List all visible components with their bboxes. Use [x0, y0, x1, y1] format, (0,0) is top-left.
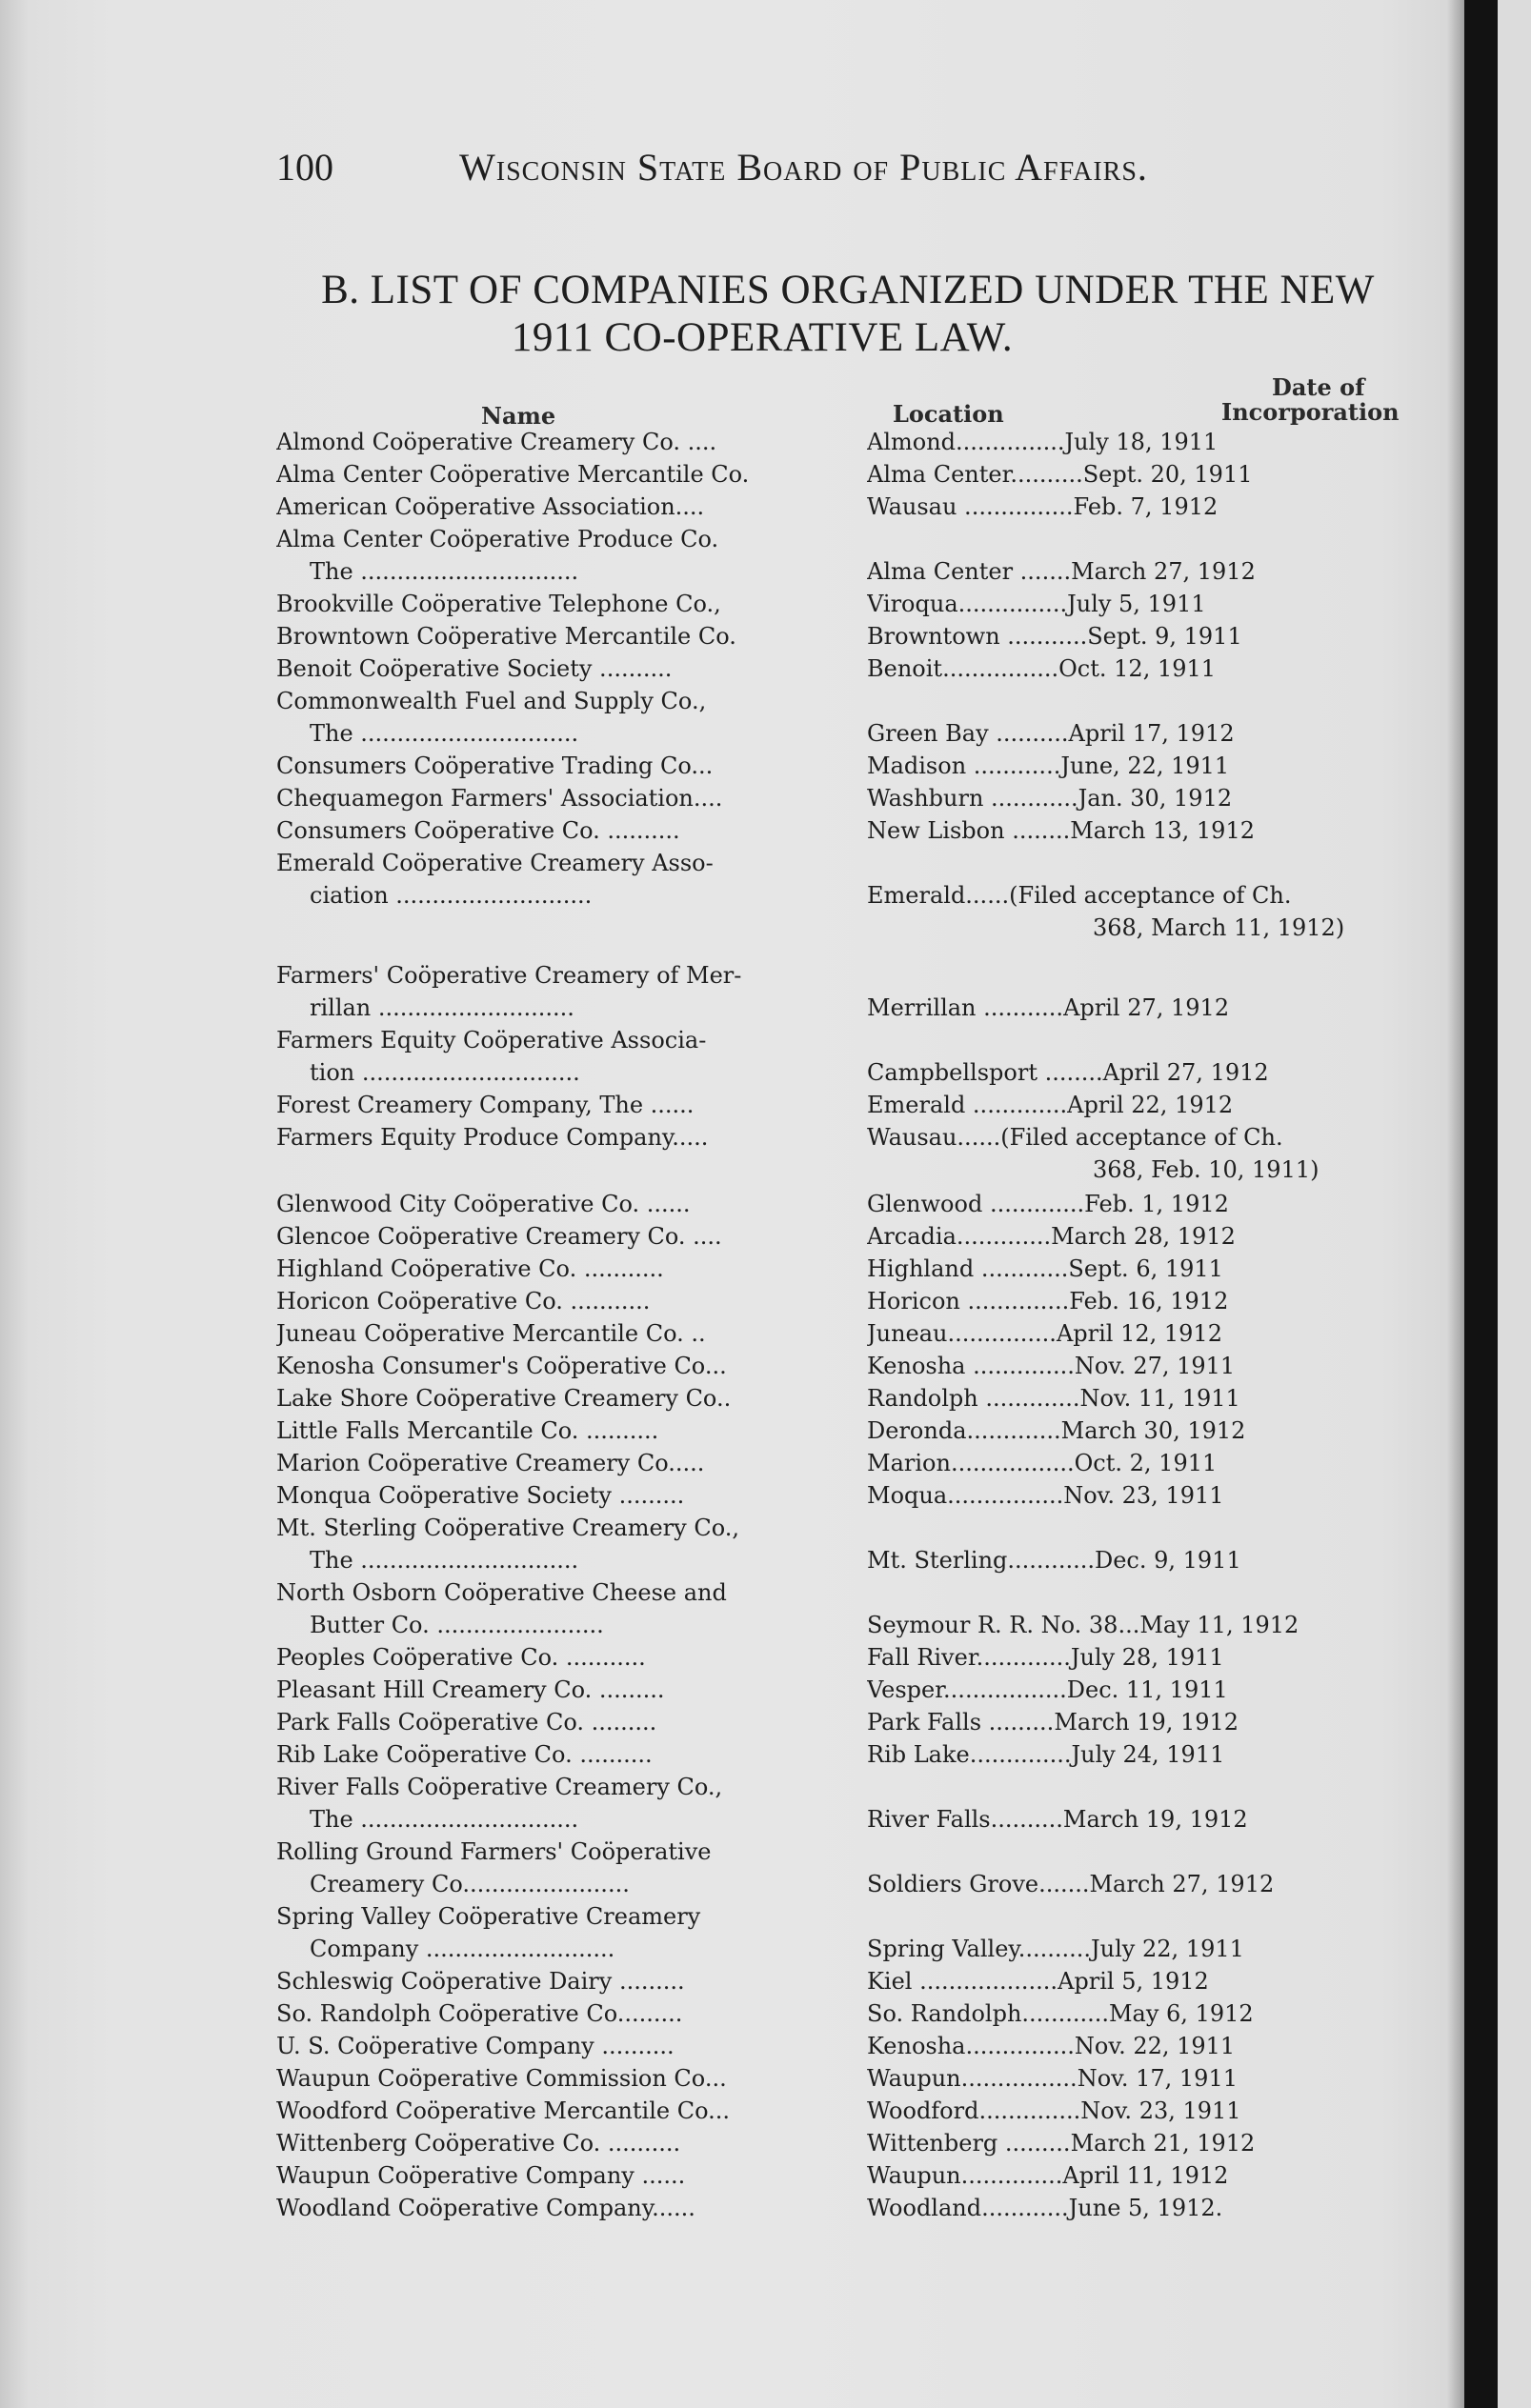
list-row: [0, 1320, 1498, 1353]
location-and-date: Emerald .............April 22, 1912: [867, 1092, 1234, 1118]
location-and-date: Highland ............Sept. 6, 1911: [867, 1255, 1223, 1282]
company-name: Peoples Coöperative Co. ...........: [276, 1644, 646, 1671]
list-row: [0, 1156, 1498, 1189]
column-header-date-line1: Date of: [1272, 373, 1365, 401]
list-row: [0, 2195, 1498, 2227]
company-name: Forest Creamery Company, The ......: [276, 1092, 695, 1118]
list-row: [0, 850, 1498, 882]
list-row: [0, 1709, 1498, 1741]
company-name: The ..............................: [310, 558, 579, 585]
location-and-date: Waupun................Nov. 17, 1911: [867, 2065, 1238, 2092]
location-and-date: Wittenberg .........March 21, 1912: [867, 2130, 1256, 2157]
company-name: Wittenberg Coöperative Co. ..........: [276, 2130, 681, 2157]
location-and-date: Soldiers Grove.......March 27, 1912: [867, 1871, 1275, 1897]
section-title-line2: 1911 CO-OPERATIVE LAW.: [511, 315, 1014, 360]
list-row: [0, 1223, 1498, 1255]
location-and-date: Deronda.............March 30, 1912: [867, 1417, 1246, 1444]
company-name: Juneau Coöperative Mercantile Co. ..: [276, 1320, 706, 1347]
column-header-name: Name: [481, 402, 556, 430]
list-row: [0, 429, 1498, 461]
location-and-date: Rib Lake..............July 24, 1911: [867, 1741, 1225, 1768]
list-row: [0, 558, 1498, 591]
location-and-date: New Lisbon ........March 13, 1912: [867, 817, 1255, 844]
list-row: [0, 1644, 1498, 1676]
location-and-date: Alma Center..........Sept. 20, 1911: [867, 461, 1253, 488]
company-name: Company ..........................: [310, 1936, 615, 1962]
company-name: Park Falls Coöperative Co. .........: [276, 1709, 657, 1736]
company-name: Woodland Coöperative Company......: [276, 2195, 695, 2221]
company-name: Rolling Ground Farmers' Coöperative: [276, 1838, 712, 1865]
location-and-date: Arcadia.............March 28, 1912: [867, 1223, 1236, 1250]
location-and-date: 368, March 11, 1912): [1093, 914, 1345, 941]
location-and-date: Marion.................Oct. 2, 1911: [867, 1450, 1218, 1476]
location-and-date: Mt. Sterling............Dec. 9, 1911: [867, 1547, 1241, 1574]
list-row: [0, 1612, 1498, 1644]
list-row: [0, 1579, 1498, 1612]
list-row: [0, 1741, 1498, 1774]
location-and-date: Benoit................Oct. 12, 1911: [867, 655, 1217, 682]
list-row: [0, 1547, 1498, 1579]
location-and-date: Kenosha ..............Nov. 27, 1911: [867, 1353, 1236, 1379]
column-header-date-line2: Incorporation: [1221, 398, 1400, 426]
company-name: Consumers Coöperative Trading Co...: [276, 752, 714, 779]
location-and-date: 368, Feb. 10, 1911): [1093, 1156, 1319, 1183]
company-name: Mt. Sterling Coöperative Creamery Co.,: [276, 1515, 739, 1541]
company-name: Alma Center Coöperative Mercantile Co.: [276, 461, 750, 488]
company-name: The ..............................: [310, 1547, 579, 1574]
list-row: [0, 526, 1498, 558]
list-row: [0, 1676, 1498, 1709]
list-row: [0, 752, 1498, 785]
location-and-date: Glenwood .............Feb. 1, 1912: [867, 1191, 1229, 1217]
location-and-date: Moqua................Nov. 23, 1911: [867, 1482, 1224, 1509]
location-and-date: Browntown ...........Sept. 9, 1911: [867, 623, 1242, 650]
list-row: [0, 1968, 1498, 2000]
company-name: ciation ...........................: [310, 882, 593, 909]
company-name: rillan ...........................: [310, 994, 574, 1021]
company-name: Kenosha Consumer's Coöperative Co...: [276, 1353, 727, 1379]
list-row: [0, 1871, 1498, 1903]
location-and-date: Kenosha...............Nov. 22, 1911: [867, 2033, 1236, 2059]
company-name: River Falls Coöperative Creamery Co.,: [276, 1774, 723, 1800]
location-and-date: Woodland............June 5, 1912.: [867, 2195, 1223, 2221]
list-row: [0, 1027, 1498, 1059]
list-row: [0, 962, 1498, 994]
company-name: Waupun Coöperative Commission Co...: [276, 2065, 727, 2092]
list-row: [0, 914, 1498, 947]
list-row: [0, 817, 1498, 850]
list-row: [0, 994, 1498, 1027]
company-name: Consumers Coöperative Co. ..........: [276, 817, 680, 844]
location-and-date: Wausau ...............Feb. 7, 1912: [867, 493, 1219, 520]
company-name: Alma Center Coöperative Produce Co.: [276, 526, 719, 552]
company-name: Pleasant Hill Creamery Co. .........: [276, 1676, 665, 1703]
list-row: [0, 2033, 1498, 2065]
company-name: Glenwood City Coöperative Co. ......: [276, 1191, 691, 1217]
location-and-date: River Falls..........March 19, 1912: [867, 1806, 1248, 1833]
company-name: The ..............................: [310, 1806, 579, 1833]
list-row: [0, 785, 1498, 817]
column-header-location: Location: [893, 400, 1004, 428]
location-and-date: Madison ............June, 22, 1911: [867, 752, 1230, 779]
location-and-date: Seymour R. R. No. 38...May 11, 1912: [867, 1612, 1299, 1638]
company-name: Benoit Coöperative Society ..........: [276, 655, 673, 682]
list-row: [0, 493, 1498, 526]
company-name: Creamery Co.......................: [310, 1871, 630, 1897]
list-row: [0, 1059, 1498, 1092]
company-name: The ..............................: [310, 720, 579, 747]
list-row: [0, 1353, 1498, 1385]
list-row: [0, 591, 1498, 623]
list-row: [0, 2162, 1498, 2195]
company-name: Chequamegon Farmers' Association....: [276, 785, 723, 812]
company-name: Farmers Equity Produce Company.....: [276, 1124, 709, 1151]
list-row: [0, 623, 1498, 655]
location-and-date: Woodford..............Nov. 23, 1911: [867, 2097, 1241, 2124]
list-row: [0, 1288, 1498, 1320]
list-row: [0, 2000, 1498, 2033]
location-and-date: Horicon ..............Feb. 16, 1912: [867, 1288, 1229, 1314]
company-name: Monqua Coöperative Society .........: [276, 1482, 685, 1509]
location-and-date: Green Bay ..........April 17, 1912: [867, 720, 1235, 747]
list-row: [0, 1385, 1498, 1417]
company-name: Glencoe Coöperative Creamery Co. ....: [276, 1223, 722, 1250]
company-name: Farmers' Coöperative Creamery of Mer-: [276, 962, 742, 989]
company-name: Farmers Equity Coöperative Associa-: [276, 1027, 707, 1054]
location-and-date: Spring Valley..........July 22, 1911: [867, 1936, 1244, 1962]
company-name: Woodford Coöperative Mercantile Co...: [276, 2097, 730, 2124]
company-name: North Osborn Coöperative Cheese and: [276, 1579, 727, 1606]
location-and-date: Juneau...............April 12, 1912: [867, 1320, 1222, 1347]
company-name: American Coöperative Association....: [276, 493, 705, 520]
list-row: [0, 1774, 1498, 1806]
list-row: [0, 1806, 1498, 1838]
list-row: [0, 1838, 1498, 1871]
company-name: Waupun Coöperative Company ......: [276, 2162, 686, 2189]
page-number: 100: [276, 146, 333, 189]
location-and-date: So. Randolph............May 6, 1912: [867, 2000, 1254, 2027]
location-and-date: Vesper.................Dec. 11, 1911: [867, 1676, 1228, 1703]
location-and-date: Waupun..............April 11, 1912: [867, 2162, 1229, 2189]
list-row: [0, 1450, 1498, 1482]
company-name: Brookville Coöperative Telephone Co.,: [276, 591, 721, 617]
company-name: Highland Coöperative Co. ...........: [276, 1255, 664, 1282]
company-name: Little Falls Mercantile Co. ..........: [276, 1417, 659, 1444]
location-and-date: Park Falls .........March 19, 1912: [867, 1709, 1239, 1736]
list-row: [0, 1191, 1498, 1223]
location-and-date: Emerald......(Filed acceptance of Ch.: [867, 882, 1292, 909]
company-name: Horicon Coöperative Co. ...........: [276, 1288, 651, 1314]
company-name: Rib Lake Coöperative Co. ..........: [276, 1741, 653, 1768]
company-name: Lake Shore Coöperative Creamery Co..: [276, 1385, 732, 1412]
company-name: Commonwealth Fuel and Supply Co.,: [276, 688, 707, 714]
list-row: [0, 2065, 1498, 2097]
company-name: Schleswig Coöperative Dairy .........: [276, 1968, 685, 1995]
list-row: [0, 1124, 1498, 1156]
company-name: Almond Coöperative Creamery Co. ....: [276, 429, 717, 455]
list-row: [0, 655, 1498, 688]
location-and-date: Washburn ............Jan. 30, 1912: [867, 785, 1233, 812]
list-row: [0, 1092, 1498, 1124]
section-title-line1: B. LIST OF COMPANIES ORGANIZED UNDER THE NEW: [321, 268, 1375, 312]
location-and-date: Campbellsport ........April 27, 1912: [867, 1059, 1269, 1086]
company-name: Browntown Coöperative Mercantile Co.: [276, 623, 736, 650]
location-and-date: Alma Center .......March 27, 1912: [867, 558, 1256, 585]
company-name: Emerald Coöperative Creamery Asso-: [276, 850, 714, 876]
location-and-date: Fall River.............July 28, 1911: [867, 1644, 1224, 1671]
location-and-date: Merrillan ...........April 27, 1912: [867, 994, 1230, 1021]
list-row: [0, 1515, 1498, 1547]
company-name: Butter Co. .......................: [310, 1612, 604, 1638]
list-row: [0, 1417, 1498, 1450]
location-and-date: Kiel ...................April 5, 1912: [867, 1968, 1209, 1995]
list-row: [0, 461, 1498, 493]
list-row: [0, 1255, 1498, 1288]
list-row: [0, 2097, 1498, 2130]
company-name: tion ..............................: [310, 1059, 580, 1086]
list-row: [0, 882, 1498, 914]
list-row: [0, 720, 1498, 752]
company-name: Marion Coöperative Creamery Co.....: [276, 1450, 705, 1476]
location-and-date: Randolph .............Nov. 11, 1911: [867, 1385, 1240, 1412]
company-name: So. Randolph Coöperative Co.........: [276, 2000, 683, 2027]
list-row: [0, 1903, 1498, 1936]
location-and-date: Wausau......(Filed acceptance of Ch.: [867, 1124, 1283, 1151]
company-name: U. S. Coöperative Company ..........: [276, 2033, 675, 2059]
list-row: [0, 1936, 1498, 1968]
company-name: Spring Valley Coöperative Creamery: [276, 1903, 701, 1930]
location-and-date: Almond...............July 18, 1911: [867, 429, 1219, 455]
list-row: [0, 688, 1498, 720]
location-and-date: Viroqua...............July 5, 1911: [867, 591, 1206, 617]
list-row: [0, 2130, 1498, 2162]
journal-title: Wisconsin State Board of Public Affairs.: [459, 146, 1148, 189]
list-row: [0, 1482, 1498, 1515]
